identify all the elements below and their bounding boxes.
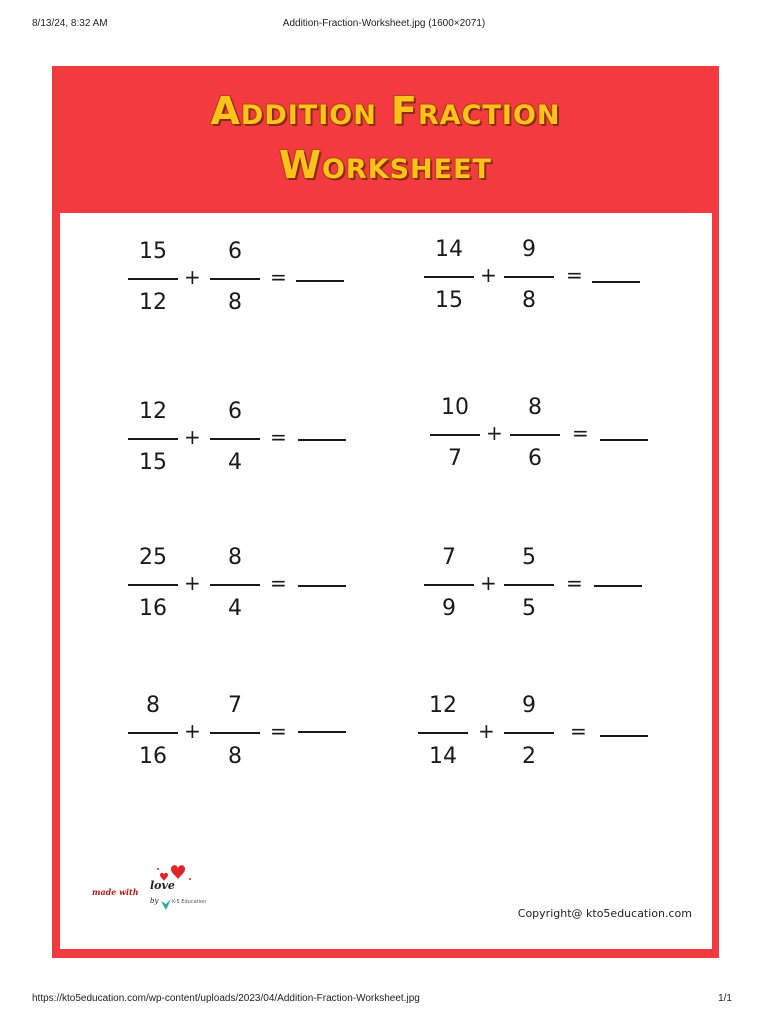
- plus-sign: +: [184, 425, 201, 449]
- fraction-a: [126, 689, 180, 779]
- denominator: 15: [435, 288, 463, 313]
- numerator: 8: [146, 693, 160, 718]
- denominator: 6: [528, 446, 542, 471]
- plus-sign: +: [184, 571, 201, 595]
- numerator: 6: [228, 239, 242, 264]
- fraction-bar: [210, 732, 260, 734]
- fraction-bar: [128, 278, 178, 280]
- fraction-bar: [504, 732, 554, 734]
- fraction-b: [208, 541, 262, 631]
- numerator: 8: [528, 395, 542, 420]
- made-with-text: made with: [92, 887, 139, 897]
- answer-line: [298, 731, 346, 733]
- denominator: 8: [522, 288, 536, 313]
- print-doc-title: Addition-Fraction-Worksheet.jpg (1600×2071): [282, 18, 486, 29]
- fraction-bar: [210, 584, 260, 586]
- plus-sign: +: [478, 719, 495, 743]
- denominator: 2: [522, 744, 536, 769]
- problem-7: [126, 689, 386, 779]
- fraction-a: [126, 541, 180, 631]
- print-page-number: 1/1: [718, 993, 732, 1004]
- answer-line: [592, 281, 640, 283]
- answer-line: [600, 735, 648, 737]
- fraction-b: [208, 689, 262, 779]
- fraction-bar: [504, 276, 554, 278]
- equals-sign: =: [572, 421, 589, 445]
- numerator: 7: [228, 693, 242, 718]
- answer-line: [600, 439, 648, 441]
- numerator: 12: [429, 693, 457, 718]
- plus-sign: +: [184, 265, 201, 289]
- plus-sign: +: [486, 421, 503, 445]
- kto5-small-text: K-5 Education: [172, 899, 207, 905]
- problem-6: [422, 541, 682, 631]
- fraction-bar: [424, 584, 474, 586]
- problem-4: [428, 391, 688, 481]
- numerator: 10: [441, 395, 469, 420]
- fraction-a: [422, 233, 476, 323]
- numerator: 9: [522, 237, 536, 262]
- fraction-bar: [430, 434, 480, 436]
- title-line-2: Worksheet: [279, 143, 492, 187]
- denominator: 4: [228, 596, 242, 621]
- numerator: 5: [522, 545, 536, 570]
- denominator: 5: [522, 596, 536, 621]
- fraction-bar: [510, 434, 560, 436]
- by-text: by: [150, 897, 159, 905]
- made-with-love-logo: [92, 861, 212, 921]
- equals-sign: =: [570, 719, 587, 743]
- numerator: 12: [139, 399, 167, 424]
- answer-line: [296, 280, 344, 282]
- fraction-b: [208, 395, 262, 485]
- equals-sign: =: [566, 263, 583, 287]
- problem-8: [416, 689, 676, 779]
- worksheet-title: [52, 84, 719, 192]
- equals-sign: =: [270, 571, 287, 595]
- equals-sign: =: [270, 425, 287, 449]
- print-header: [0, 18, 768, 32]
- denominator: 16: [139, 744, 167, 769]
- worksheet-frame: [52, 66, 719, 958]
- problem-2: [422, 233, 682, 323]
- print-datetime: 8/13/24, 8:32 AM: [32, 18, 108, 29]
- numerator: 6: [228, 399, 242, 424]
- fraction-b: [502, 689, 556, 779]
- denominator: 7: [448, 446, 462, 471]
- problem-3: [126, 395, 386, 485]
- numerator: 14: [435, 237, 463, 262]
- answer-line: [298, 585, 346, 587]
- fraction-a: [126, 235, 180, 325]
- fraction-a: [428, 391, 482, 481]
- equals-sign: =: [566, 571, 583, 595]
- denominator: 14: [429, 744, 457, 769]
- fraction-bar: [210, 438, 260, 440]
- numerator: 9: [522, 693, 536, 718]
- fraction-b: [502, 233, 556, 323]
- plus-sign: +: [480, 263, 497, 287]
- fraction-b: [208, 235, 262, 325]
- print-footer: [0, 993, 768, 1007]
- numerator: 8: [228, 545, 242, 570]
- plus-sign: +: [480, 571, 497, 595]
- equals-sign: =: [270, 719, 287, 743]
- denominator: 4: [228, 450, 242, 475]
- love-text: love: [150, 879, 175, 892]
- problem-1: [126, 235, 386, 325]
- copyright-text: Copyright@ kto5education.com: [517, 907, 692, 920]
- print-url: https://kto5education.com/wp-content/uploads/2023/04/Addition-Fraction-Worksheet.jpg: [32, 993, 420, 1004]
- fraction-bar: [418, 732, 468, 734]
- fraction-b: [508, 391, 562, 481]
- fraction-b: [502, 541, 556, 631]
- denominator: 12: [139, 290, 167, 315]
- fraction-bar: [128, 438, 178, 440]
- fraction-bar: [424, 276, 474, 278]
- worksheet-paper: [60, 213, 712, 949]
- numerator: 7: [442, 545, 456, 570]
- fraction-bar: [504, 584, 554, 586]
- denominator: 8: [228, 290, 242, 315]
- plus-sign: +: [184, 719, 201, 743]
- denominator: 9: [442, 596, 456, 621]
- equals-sign: =: [270, 265, 287, 289]
- fraction-bar: [128, 584, 178, 586]
- denominator: 15: [139, 450, 167, 475]
- answer-line: [298, 439, 346, 441]
- fraction-a: [126, 395, 180, 485]
- fraction-bar: [128, 732, 178, 734]
- fraction-a: [422, 541, 476, 631]
- fraction-bar: [210, 278, 260, 280]
- numerator: 15: [139, 239, 167, 264]
- title-line-1: Addition Fraction: [210, 89, 561, 133]
- problem-5: [126, 541, 386, 631]
- numerator: 25: [139, 545, 167, 570]
- denominator: 16: [139, 596, 167, 621]
- answer-line: [594, 585, 642, 587]
- fraction-a: [416, 689, 470, 779]
- denominator: 8: [228, 744, 242, 769]
